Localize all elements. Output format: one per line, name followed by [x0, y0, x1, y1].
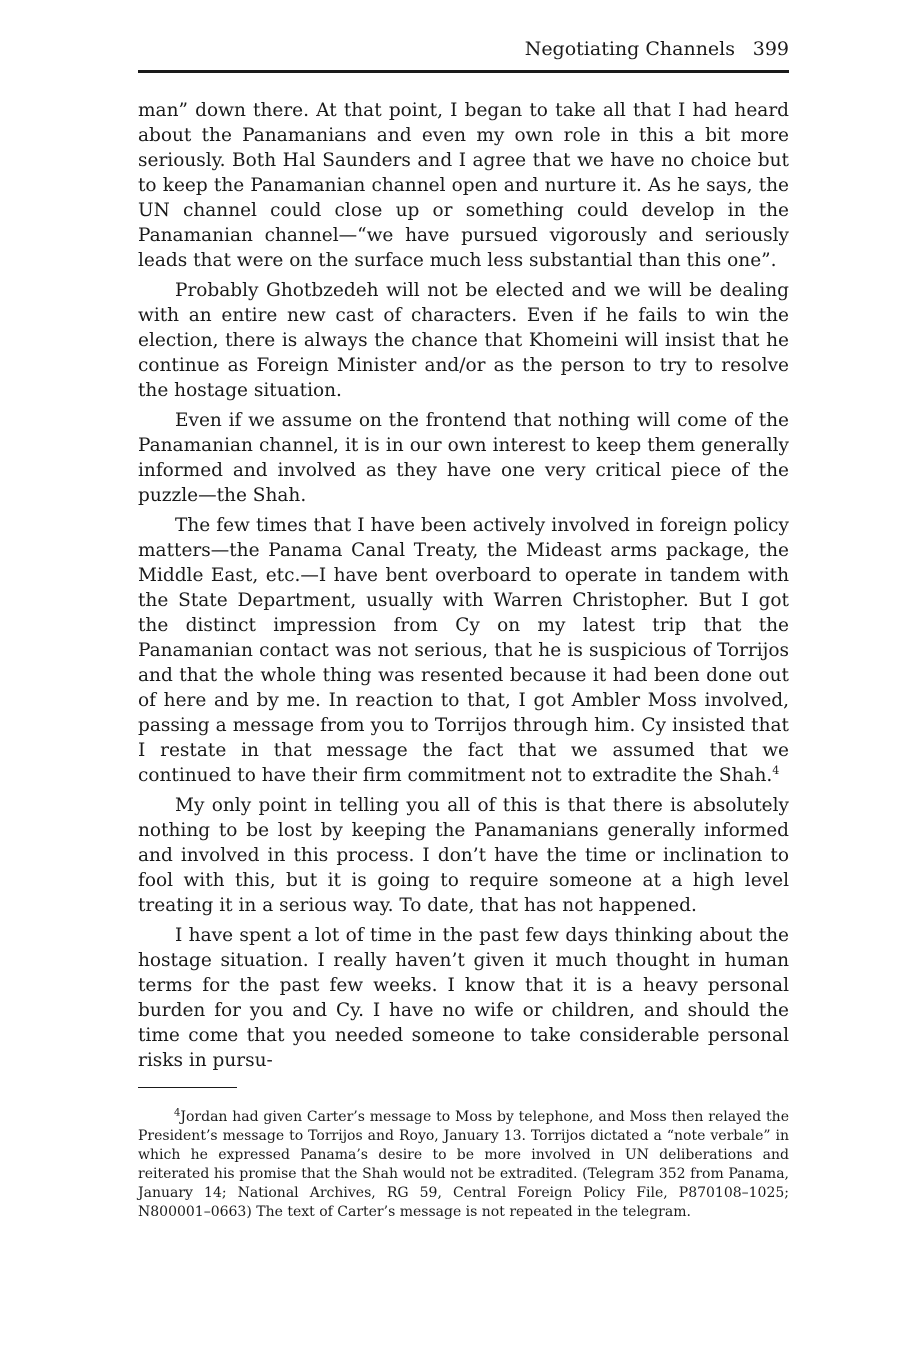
paragraph-4-text: The few times that I have been actively involved in foreign policy matters—the Panama Canal Treaty, the Mideast arms package, the Middle East, etc.—I have bent overboard to operate in tandem with the State Department, usually with Warren Christopher. But I got the distinct impression from Cy on my latest trip that the Panamanian contact was not serious, that he is suspicious of Torrijos and that the whole thing was resented because it had been done out of here and by me. In reaction to that, I got Ambler Moss involved, passing a message from you to Torrijos through him. Cy insisted that I restate in that message the fact that we assumed that we continued to have their firm commitment not to extradite the Shah.	[138, 515, 789, 786]
paragraph-2: Probably Ghotbzedeh will not be elected and we will be dealing with an entire new cast of characters. Even if he fails to win the election, there is always the chance that Khomeini will insist that he continue as Foreign Minister and/or as the person to try to resolve the hostage situation.	[138, 280, 789, 401]
footnote-divider	[138, 1087, 237, 1088]
footnote-reference[interactable]: 4	[772, 763, 780, 777]
footnote-paragraph	[138, 1108, 789, 1222]
body-text	[138, 98, 789, 1078]
footnote-text: Jordan had given Carter’s message to Moss by telephone, and Moss then relayed the President’s message to Torrijos and Royo, January 13. Torrijos dictated a “note verbale” in which he expressed Panama’s desire to be more involved in UN deliberations and reiterated his promise that the Shah would not be extradited. (Telegram 352 from Panama, January 14; National Archives, RG 59, Central Foreign Policy File, P870108–1025; N800001–0663) The text of Carter’s message is not repeated in the telegram.	[138, 1109, 789, 1220]
footnote-marker: 4	[174, 1107, 181, 1119]
paragraph-5: My only point in telling you all of this is that there is absolutely nothing to be lost by keeping the Panamanians generally informed and involved in this process. I don’t have the time or inclination to fool with this, but it is going to require someone at a high level treating it in a serious way. To date, that has not happened.	[138, 795, 789, 916]
paragraph-6: I have spent a lot of time in the past few days thinking about the hostage situation. I really haven’t given it much thought in human terms for the past few weeks. I know that it is a heavy personal burden for you and Cy. I have no wife or children, and should the time come that you needed someone to take considerable personal risks in pursu-	[138, 925, 789, 1071]
footnote	[138, 1108, 789, 1222]
paragraph-3: Even if we assume on the frontend that nothing will come of the Panamanian channel, it is in our own interest to keep them generally informed and involved as they have one very critical piece of the puzzle—the Shah.	[138, 410, 789, 506]
paragraph-4	[138, 513, 789, 788]
running-title: Negotiating Channels	[524, 38, 735, 60]
page-number: 399	[752, 38, 789, 60]
paragraph-1: man” down there. At that point, I began to take all that I had heard about the Panamanians and even my own role in this a bit more seriously. Both Hal Saunders and I agree that we have no choice but to keep the Panamanian channel open and nurture it. As he says, the UN channel could close up or something could develop in the Panamanian channel—“we have pursued vigorously and seriously leads that were on the surface much less substantial than this one”.	[138, 100, 789, 271]
running-header	[138, 36, 789, 73]
